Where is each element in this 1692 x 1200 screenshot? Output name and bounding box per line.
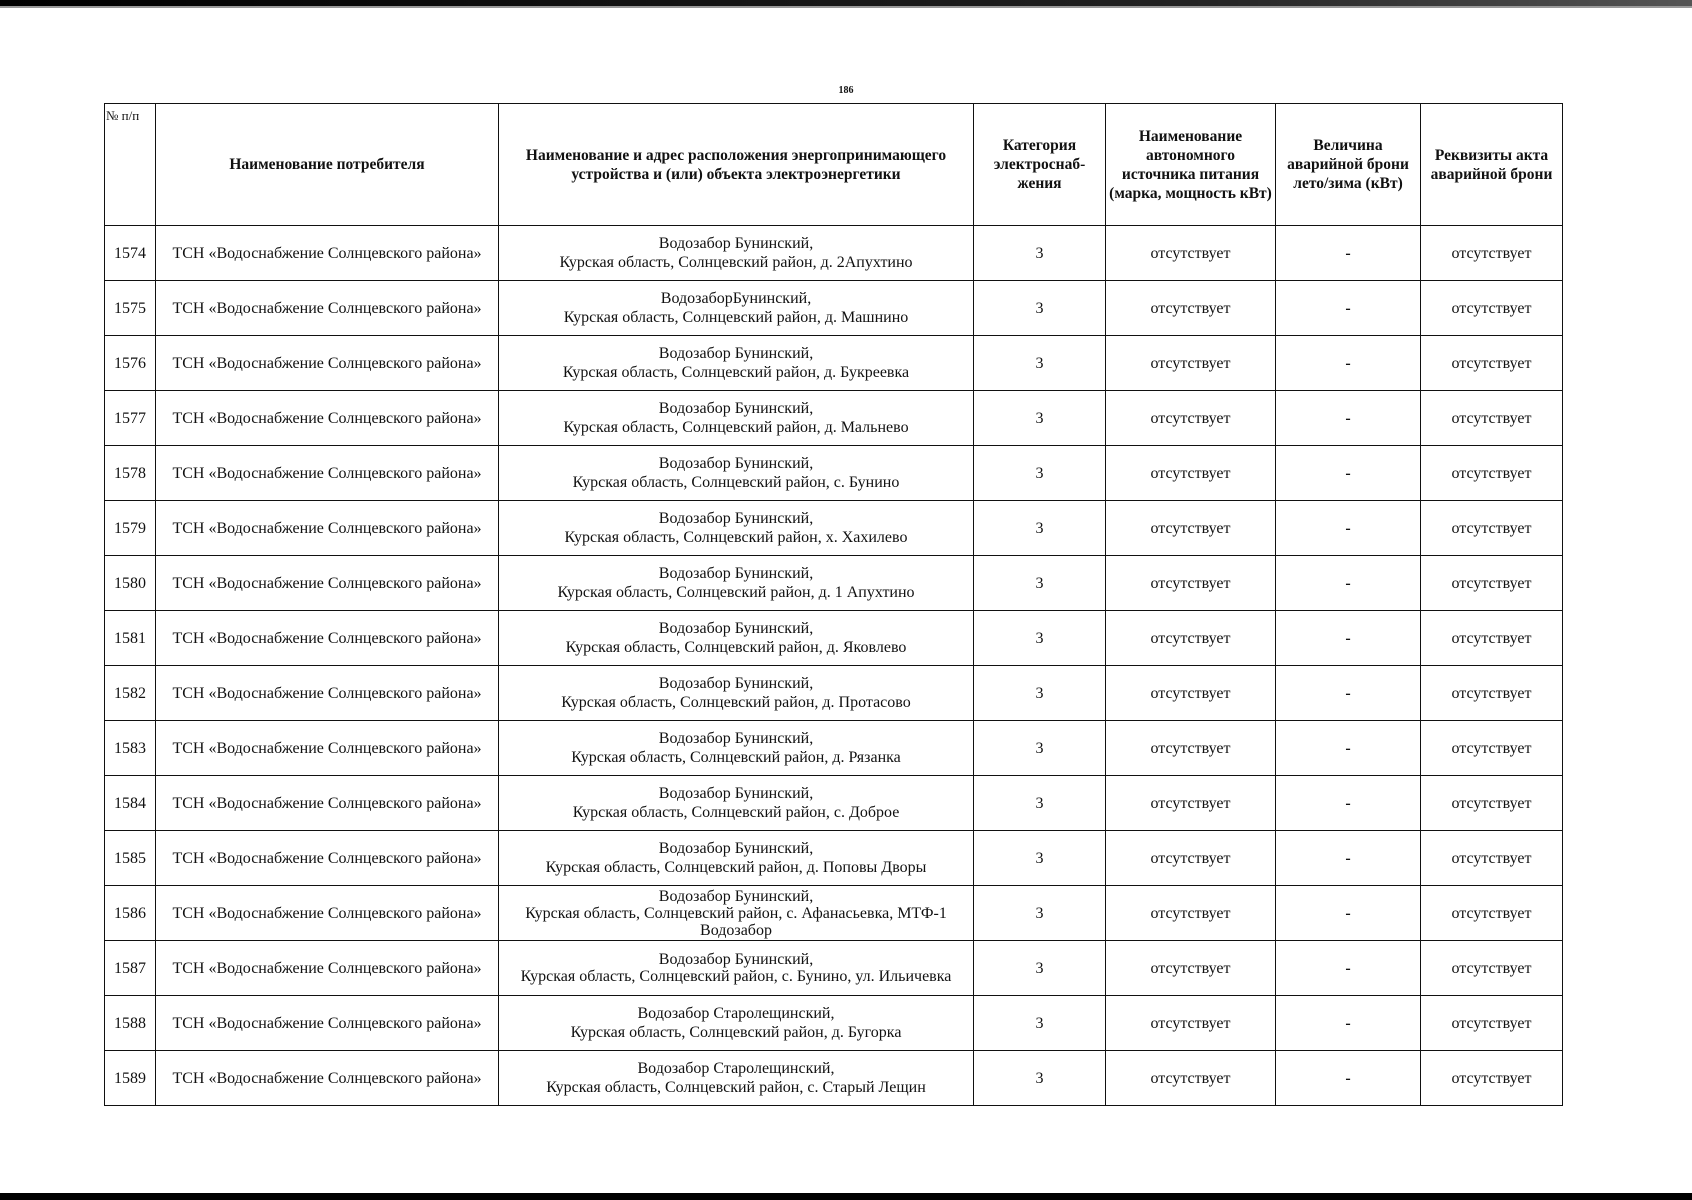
scan-border-top-line <box>0 6 1692 8</box>
cell-num: 1588 <box>105 996 156 1051</box>
cell-consumer: ТСН «Водоснабжение Солнцевского района» <box>156 226 499 281</box>
cell-consumer: ТСН «Водоснабжение Солнцевского района» <box>156 446 499 501</box>
table-row <box>105 776 1563 831</box>
table-row <box>105 446 1563 501</box>
cell-source: отсутствует <box>1106 1051 1276 1106</box>
cell-object <box>499 336 974 391</box>
object-address: Курская область, Солнцевский район, с. Доброе <box>572 804 900 821</box>
cell-object <box>499 996 974 1051</box>
cell-category: 3 <box>974 336 1106 391</box>
cell-act: отсутствует <box>1421 446 1563 501</box>
cell-reserve: - <box>1276 281 1421 336</box>
object-name: Водозабор Старолещинский, <box>637 1005 835 1022</box>
cell-reserve: - <box>1276 721 1421 776</box>
cell-num: 1585 <box>105 831 156 886</box>
cell-reserve: - <box>1276 666 1421 721</box>
cell-object <box>499 501 974 556</box>
cell-consumer: ТСН «Водоснабжение Солнцевского района» <box>156 721 499 776</box>
table-row <box>105 501 1563 556</box>
cell-num: 1576 <box>105 336 156 391</box>
cell-act: отсутствует <box>1421 996 1563 1051</box>
object-address: Курская область, Солнцевский район, д. Яковлево <box>565 639 907 656</box>
cell-reserve: - <box>1276 556 1421 611</box>
scan-border-bottom <box>0 1193 1692 1200</box>
cell-reserve: - <box>1276 776 1421 831</box>
cell-category: 3 <box>974 996 1106 1051</box>
cell-object <box>499 831 974 886</box>
cell-act: отсутствует <box>1421 776 1563 831</box>
table-row <box>105 281 1563 336</box>
cell-num: 1579 <box>105 501 156 556</box>
cell-consumer: ТСН «Водоснабжение Солнцевского района» <box>156 996 499 1051</box>
cell-act: отсутствует <box>1421 941 1563 996</box>
header-act: Реквизиты акта аварийной брони <box>1421 104 1563 226</box>
object-address: Курская область, Солнцевский район, д. Протасово <box>561 694 911 711</box>
object-name: Водозабор Бунинский, <box>658 565 814 582</box>
header-reserve: Величина аварийной брони лето/зима (кВт) <box>1276 104 1421 226</box>
cell-consumer: ТСН «Водоснабжение Солнцевского района» <box>156 281 499 336</box>
cell-source: отсутствует <box>1106 941 1276 996</box>
cell-category: 3 <box>974 446 1106 501</box>
cell-act: отсутствует <box>1421 281 1563 336</box>
cell-consumer: ТСН «Водоснабжение Солнцевского района» <box>156 941 499 996</box>
cell-source: отсутствует <box>1106 556 1276 611</box>
cell-consumer: ТСН «Водоснабжение Солнцевского района» <box>156 556 499 611</box>
cell-act: отсутствует <box>1421 226 1563 281</box>
header-num: № п/п <box>105 104 156 226</box>
object-name: Водозабор Бунинский, <box>658 951 814 968</box>
cell-category: 3 <box>974 666 1106 721</box>
cell-act: отсутствует <box>1421 336 1563 391</box>
object-name: Водозабор Бунинский, <box>658 675 814 692</box>
table-row <box>105 556 1563 611</box>
cell-object <box>499 391 974 446</box>
header-object: Наименование и адрес расположения энергопринимающего устройства и (или) объекта электроэнергетики <box>499 104 974 226</box>
cell-reserve: - <box>1276 336 1421 391</box>
cell-category: 3 <box>974 776 1106 831</box>
cell-category: 3 <box>974 226 1106 281</box>
cell-object <box>499 776 974 831</box>
cell-num: 1580 <box>105 556 156 611</box>
object-name: ВодозаборБунинский, <box>660 290 812 307</box>
cell-num: 1582 <box>105 666 156 721</box>
cell-num: 1583 <box>105 721 156 776</box>
cell-act: отсутствует <box>1421 556 1563 611</box>
cell-object <box>499 611 974 666</box>
table-header-row <box>105 104 1563 226</box>
object-name: Водозабор Бунинский, <box>658 510 814 527</box>
cell-source: отсутствует <box>1106 666 1276 721</box>
cell-source: отсутствует <box>1106 831 1276 886</box>
table-row <box>105 391 1563 446</box>
cell-category: 3 <box>974 941 1106 996</box>
cell-source: отсутствует <box>1106 996 1276 1051</box>
cell-act: отсутствует <box>1421 391 1563 446</box>
cell-num: 1578 <box>105 446 156 501</box>
cell-category: 3 <box>974 721 1106 776</box>
cell-consumer: ТСН «Водоснабжение Солнцевского района» <box>156 1051 499 1106</box>
table-row <box>105 996 1563 1051</box>
table-row <box>105 721 1563 776</box>
object-address: Курская область, Солнцевский район, с. Бунино <box>572 474 900 491</box>
cell-consumer: ТСН «Водоснабжение Солнцевского района» <box>156 776 499 831</box>
cell-reserve: - <box>1276 1051 1421 1106</box>
cell-category: 3 <box>974 611 1106 666</box>
cell-reserve: - <box>1276 501 1421 556</box>
object-name: Водозабор Бунинский, <box>658 785 814 802</box>
object-name: Водозабор Бунинский, <box>658 887 814 905</box>
object-address: Курская область, Солнцевский район, с. Бунино, ул. Ильичевка <box>520 968 952 985</box>
header-consumer: Наименование потребителя <box>156 104 499 226</box>
cell-num: 1575 <box>105 281 156 336</box>
object-address: Курская область, Солнцевский район, д. Машнино <box>563 309 909 326</box>
cell-source: отсутствует <box>1106 391 1276 446</box>
cell-source: отсутствует <box>1106 226 1276 281</box>
cell-source: отсутствует <box>1106 336 1276 391</box>
table-row <box>105 1051 1563 1106</box>
cell-reserve: - <box>1276 446 1421 501</box>
cell-object <box>499 721 974 776</box>
cell-category: 3 <box>974 831 1106 886</box>
cell-reserve: - <box>1276 996 1421 1051</box>
cell-category: 3 <box>974 1051 1106 1106</box>
cell-object <box>499 556 974 611</box>
cell-act: отсутствует <box>1421 886 1563 941</box>
object-address: Курская область, Солнцевский район, д. Рязанка <box>571 749 901 766</box>
cell-object <box>499 446 974 501</box>
cell-category: 3 <box>974 886 1106 941</box>
cell-consumer: ТСН «Водоснабжение Солнцевского района» <box>156 611 499 666</box>
cell-reserve: - <box>1276 941 1421 996</box>
object-address: Курская область, Солнцевский район, х. Хахилево <box>564 529 908 546</box>
object-address: Курская область, Солнцевский район, д. Поповы Дворы <box>545 859 927 876</box>
cell-reserve: - <box>1276 611 1421 666</box>
cell-source: отсутствует <box>1106 776 1276 831</box>
object-address: Курская область, Солнцевский район, д. Букреевка <box>562 364 910 381</box>
object-name: Водозабор Бунинский, <box>658 840 814 857</box>
object-name: Водозабор Бунинский, <box>658 730 814 747</box>
cell-act: отсутствует <box>1421 831 1563 886</box>
object-name: Водозабор Бунинский, <box>658 455 814 472</box>
table-row <box>105 611 1563 666</box>
object-address: Курская область, Солнцевский район, с. Старый Лещин <box>546 1079 926 1096</box>
object-name: Водозабор Бунинский, <box>658 345 814 362</box>
header-source: Наименование автономного источника питания (марка, мощность кВт) <box>1106 104 1276 226</box>
cell-reserve: - <box>1276 886 1421 941</box>
cell-source: отсутствует <box>1106 501 1276 556</box>
object-name: Водозабор Бунинский, <box>658 620 814 637</box>
table-row <box>105 666 1563 721</box>
table-row <box>105 226 1563 281</box>
cell-category: 3 <box>974 391 1106 446</box>
cell-num: 1589 <box>105 1051 156 1106</box>
table-row <box>105 886 1563 941</box>
cell-source: отсутствует <box>1106 281 1276 336</box>
cell-act: отсутствует <box>1421 721 1563 776</box>
cell-source: отсутствует <box>1106 446 1276 501</box>
cell-consumer: ТСН «Водоснабжение Солнцевского района» <box>156 831 499 886</box>
table-row <box>105 831 1563 886</box>
cell-object <box>499 886 974 941</box>
object-address: Курская область, Солнцевский район, с. Афанасьевка, МТФ-1 Водозабор <box>525 904 947 939</box>
cell-source: отсутствует <box>1106 721 1276 776</box>
cell-num: 1581 <box>105 611 156 666</box>
cell-num: 1586 <box>105 886 156 941</box>
cell-category: 3 <box>974 281 1106 336</box>
header-category: Категория электроснаб-жения <box>974 104 1106 226</box>
cell-category: 3 <box>974 556 1106 611</box>
cell-act: отсутствует <box>1421 501 1563 556</box>
power-consumers-table <box>104 103 1563 1106</box>
cell-act: отсутствует <box>1421 611 1563 666</box>
object-name: Водозабор Старолещинский, <box>637 1060 835 1077</box>
table-row <box>105 336 1563 391</box>
cell-num: 1587 <box>105 941 156 996</box>
cell-reserve: - <box>1276 226 1421 281</box>
cell-num: 1584 <box>105 776 156 831</box>
cell-num: 1574 <box>105 226 156 281</box>
object-address: Курская область, Солнцевский район, д. Бугорка <box>570 1024 902 1041</box>
cell-consumer: ТСН «Водоснабжение Солнцевского района» <box>156 336 499 391</box>
object-name: Водозабор Бунинский, <box>658 235 814 252</box>
cell-num: 1577 <box>105 391 156 446</box>
cell-reserve: - <box>1276 391 1421 446</box>
cell-consumer: ТСН «Водоснабжение Солнцевского района» <box>156 666 499 721</box>
cell-reserve: - <box>1276 831 1421 886</box>
cell-act: отсутствует <box>1421 666 1563 721</box>
object-name: Водозабор Бунинский, <box>658 400 814 417</box>
cell-consumer: ТСН «Водоснабжение Солнцевского района» <box>156 501 499 556</box>
page-number: 186 <box>838 85 854 96</box>
table-row <box>105 941 1563 996</box>
cell-object <box>499 281 974 336</box>
object-address: Курская область, Солнцевский район, д. 2Апухтино <box>559 254 913 271</box>
cell-consumer: ТСН «Водоснабжение Солнцевского района» <box>156 391 499 446</box>
object-address: Курская область, Солнцевский район, д. 1 Апухтино <box>557 584 915 601</box>
cell-act: отсутствует <box>1421 1051 1563 1106</box>
cell-object <box>499 941 974 996</box>
cell-source: отсутствует <box>1106 886 1276 941</box>
cell-object <box>499 666 974 721</box>
cell-consumer: ТСН «Водоснабжение Солнцевского района» <box>156 886 499 941</box>
cell-object <box>499 226 974 281</box>
cell-source: отсутствует <box>1106 611 1276 666</box>
cell-category: 3 <box>974 501 1106 556</box>
object-address: Курская область, Солнцевский район, д. Мальнево <box>563 419 909 436</box>
cell-object <box>499 1051 974 1106</box>
